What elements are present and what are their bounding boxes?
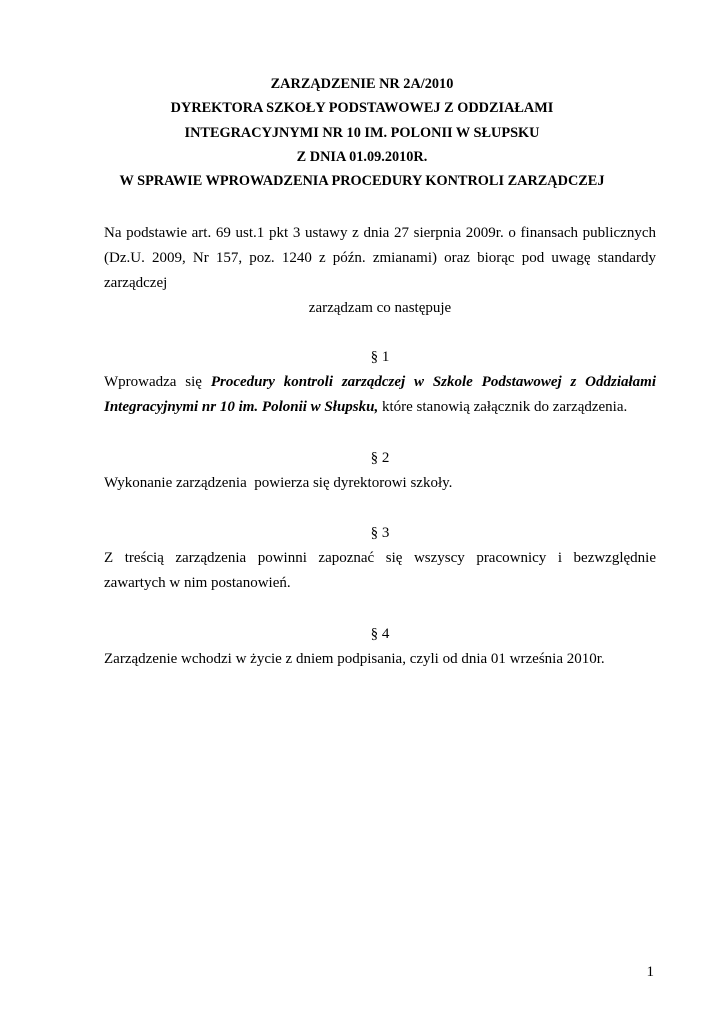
- preamble: [104, 221, 656, 321]
- section-1-body: [104, 370, 656, 420]
- section-3-body: [104, 546, 656, 596]
- title-line-3: INTEGRACYJNYMI NR 10 IM. POLONII W SŁUPSKU: [184, 124, 540, 141]
- section-1-mark: § 1: [370, 349, 390, 365]
- section-1-procedure-title: Procedury kontroli zarządczej w Szkole Podstawowej z Oddziałami: [210, 374, 656, 390]
- decree-line: zarządzam co następuje: [308, 300, 452, 316]
- section-2-text: Wykonanie zarządzenia powierza się dyrektorowi szkoły.: [104, 475, 453, 491]
- page-number: 1: [646, 964, 654, 980]
- title-line-4: Z DNIA 01.09.2010R.: [296, 148, 428, 165]
- section-3-mark: § 3: [370, 525, 390, 541]
- title-line-5: W SPRAWIE WPROWADZENIA PROCEDURY KONTROLI ZARZĄDCZEJ: [119, 173, 605, 190]
- section-3-line-1: Z treścią zarządzenia powinni zapoznać się wszyscy pracownicy i bezwzględnie: [104, 550, 656, 566]
- section-4-mark: § 4: [370, 626, 390, 642]
- document-header: [0, 72, 724, 193]
- preamble-line-1: Na podstawie art. 69 ust.1 pkt 3 ustawy z dnia 27 sierpnia 2009r. o finansach publicznych: [104, 225, 656, 241]
- title-line-1: ZARZĄDZENIE NR 2A/2010: [270, 76, 454, 92]
- section-4-body: [104, 647, 656, 672]
- section-3-line-2: zawartych w nim postanowień.: [104, 575, 291, 591]
- preamble-line-2: (Dz.U. 2009, Nr 157, poz. 1240 z późn. zmianami) oraz biorąc pod uwagę standardy: [104, 250, 656, 266]
- section-1-lead: Wprowadza się: [104, 374, 202, 390]
- section-1-line-1: [104, 370, 656, 395]
- preamble-line-3: zarządczej: [104, 275, 168, 291]
- section-4-text: Zarządzenie wchodzi w życie z dniem podpisania, czyli od dnia 01 września 2010r.: [104, 651, 605, 667]
- section-1-tail: które stanowią załącznik do zarządzenia.: [378, 399, 628, 415]
- section-2-mark: § 2: [370, 450, 390, 466]
- section-1-school-name: Integracyjnymi nr 10 im. Polonii w Słupsku,: [104, 399, 379, 415]
- title-line-2: DYREKTORA SZKOŁY PODSTAWOWEJ Z ODDZIAŁAMI: [170, 100, 554, 117]
- section-1-line-2: [104, 395, 656, 420]
- section-2-body: [104, 471, 656, 496]
